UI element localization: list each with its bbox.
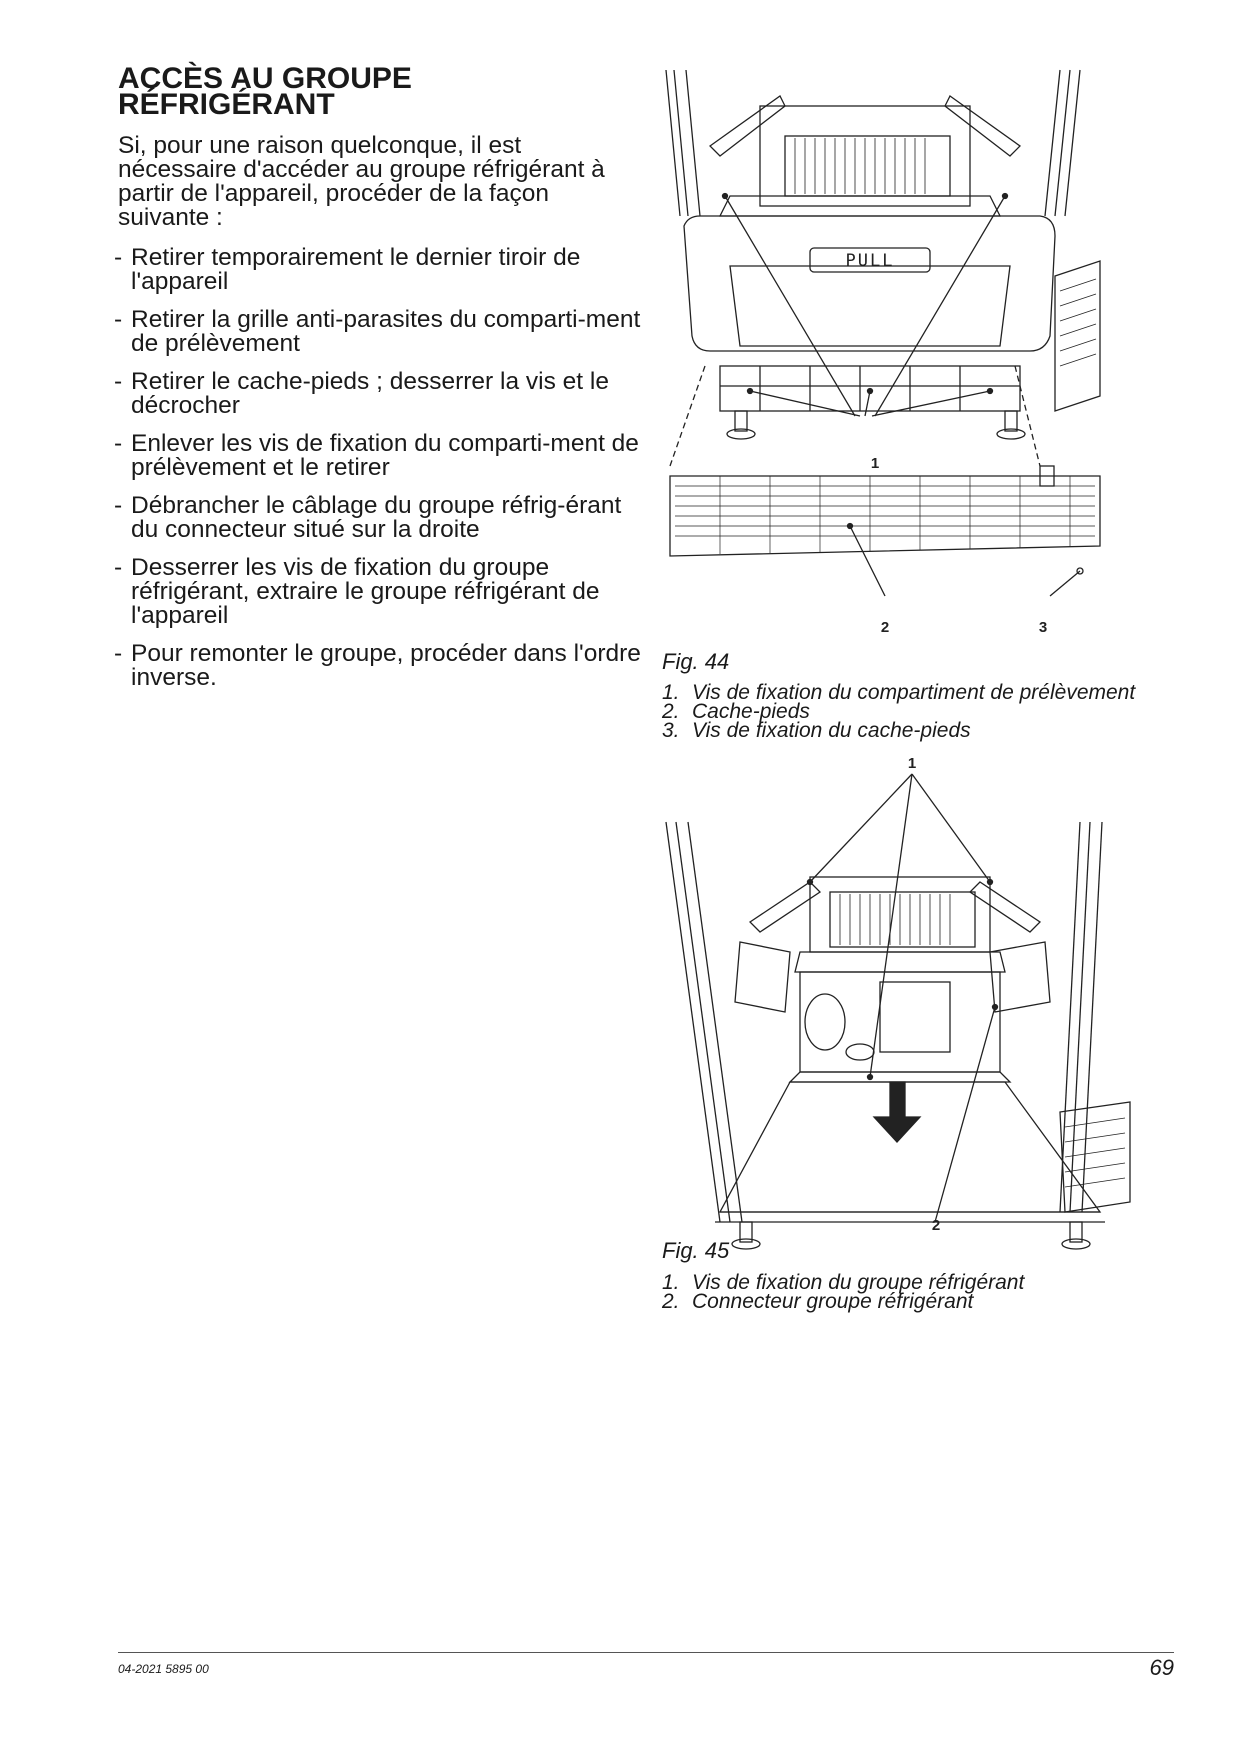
legend-number: 3. [662, 719, 680, 742]
step-item [114, 308, 644, 356]
step-item [114, 432, 644, 480]
intro-paragraph: Si, pour une raison quelconque, il est nécessaire d'accéder au groupe réfrigérant à partir de l'appareil, procéder de la façon suivante : [118, 132, 605, 231]
footer-divider [118, 1652, 1174, 1653]
section-title-line1: ACCÈS AU GROUPE [118, 62, 412, 95]
fig45-legend [662, 1273, 1024, 1311]
document-reference: 04-2021 5895 00 [118, 1662, 209, 1676]
drawer-pull-label: PULL [845, 251, 895, 271]
fig44-callout-3: 3 [1038, 619, 1048, 636]
fig44-illustration [660, 66, 1150, 646]
section-title [118, 62, 638, 121]
step-text: Retirer la grille anti-parasites du comparti-ment de prélèvement [131, 306, 641, 357]
fig44-caption: Fig. 44 [662, 649, 730, 674]
fig45-illustration [660, 752, 1140, 1252]
step-text: Enlever les vis de fixation du comparti-ment de prélèvement et le retirer [131, 430, 639, 481]
step-item [114, 642, 644, 690]
step-bullet: - [114, 306, 123, 333]
step-text: Retirer le cache-pieds ; desserrer la vis et le décrocher [131, 368, 609, 419]
legend-text: Vis de fixation du cache-pieds [692, 719, 971, 742]
step-bullet: - [114, 640, 123, 667]
fig45-callout-2: 2 [931, 1217, 941, 1234]
step-text: Pour remonter le groupe, procéder dans l'ordre inverse. [131, 640, 641, 691]
step-bullet: - [114, 492, 123, 519]
legend-item [662, 721, 1135, 740]
step-text: Retirer temporairement le dernier tiroir de l'appareil [131, 244, 581, 295]
legend-number: 1. [662, 1271, 680, 1294]
legend-text: Connecteur groupe réfrigérant [692, 1290, 974, 1313]
legend-text: Cache-pieds [692, 700, 810, 723]
step-text: Débrancher le câblage du groupe réfrig-érant du connecteur situé sur la droite [131, 492, 622, 543]
step-item [114, 246, 644, 294]
step-bullet: - [114, 244, 123, 271]
fig45-callout-1: 1 [907, 755, 917, 772]
legend-number: 2. [662, 700, 680, 723]
step-bullet: - [114, 430, 123, 457]
section-title-line2: RÉFRIGÉRANT [118, 88, 335, 121]
legend-number: 2. [662, 1290, 680, 1313]
fig44-callout-2: 2 [880, 619, 890, 636]
fig44-legend [662, 683, 1135, 740]
legend-item [662, 1292, 1024, 1311]
step-bullet: - [114, 368, 123, 395]
procedure-steps [114, 246, 644, 704]
legend-text: Vis de fixation du groupe réfrigérant [692, 1271, 1025, 1294]
step-item [114, 494, 644, 542]
step-item [114, 370, 644, 418]
step-item [114, 556, 644, 628]
fig44-callout-1: 1 [870, 455, 880, 472]
fig45-caption: Fig. 45 [662, 1238, 730, 1263]
page-number: 69 [1149, 1655, 1174, 1680]
step-bullet: - [114, 554, 123, 581]
step-text: Desserrer les vis de fixation du groupe réfrigérant, extraire le groupe réfrigérant de l'appareil [131, 554, 600, 629]
legend-number: 1. [662, 681, 680, 704]
legend-text: Vis de fixation du compartiment de prélèvement [692, 681, 1136, 704]
